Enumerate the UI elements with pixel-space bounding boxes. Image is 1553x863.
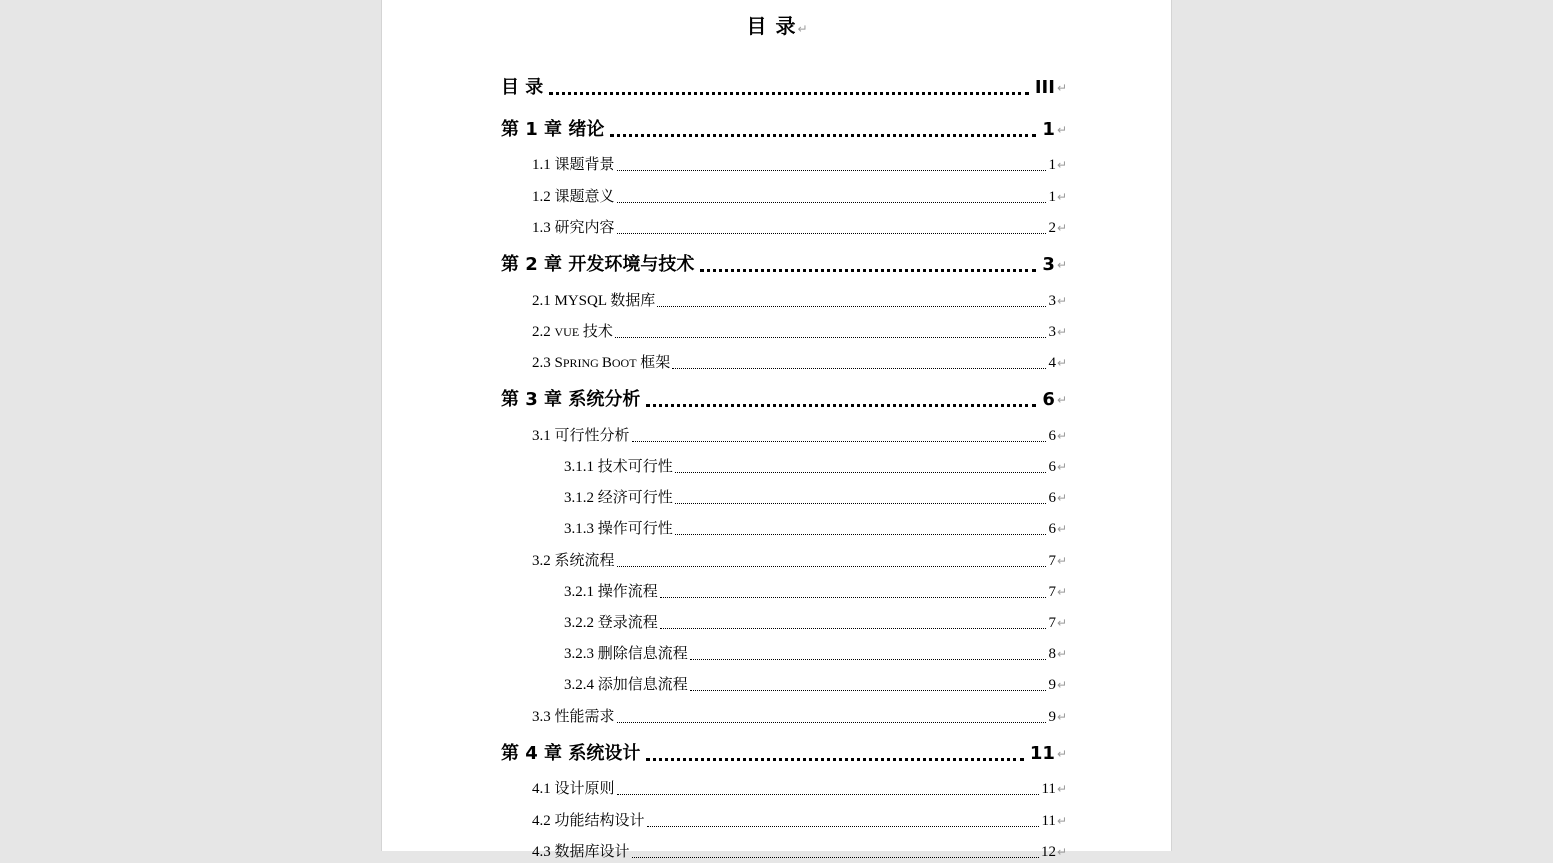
toc-page-number: 7	[1048, 584, 1056, 600]
toc-dot-leader	[615, 337, 1047, 338]
toc-page-number: 9	[1048, 677, 1056, 693]
toc-dot-leader	[617, 170, 1047, 171]
toc-entry[interactable]	[501, 741, 1067, 767]
toc-entry-label: 第 2 章 开发环境与技术	[501, 254, 695, 275]
toc-page-number: 3	[1048, 293, 1056, 309]
toc-entry[interactable]	[532, 217, 1067, 239]
toc-entry-label: 第 4 章 系统设计	[501, 743, 641, 764]
paragraph-mark-icon: ↵	[1056, 710, 1067, 724]
toc-page-number: 6	[1048, 459, 1056, 475]
toc-entry[interactable]	[564, 674, 1067, 696]
toc-heading-text: 目 录	[746, 14, 797, 38]
toc-entry-label: 4.2 功能结构设计	[532, 813, 645, 829]
toc-dot-leader	[632, 857, 1039, 858]
toc-entry-label: 2.2 VUE 技术	[532, 324, 613, 340]
toc-dot-leader	[660, 628, 1047, 629]
toc-dot-leader	[549, 92, 1029, 95]
toc-dot-leader	[617, 202, 1047, 203]
paragraph-mark-icon: ↵	[1056, 554, 1067, 568]
toc-entry[interactable]	[532, 352, 1067, 374]
toc-entry-label: 4.3 数据库设计	[532, 844, 630, 860]
paragraph-mark-icon: ↵	[797, 22, 809, 36]
toc-entry[interactable]	[501, 387, 1067, 413]
toc-dot-leader	[617, 233, 1047, 234]
toc-dot-leader	[690, 659, 1047, 660]
paragraph-mark-icon: ↵	[1056, 190, 1067, 204]
paragraph-mark-icon: ↵	[1056, 325, 1067, 339]
toc-page-number: 7	[1048, 615, 1056, 631]
paragraph-mark-icon: ↵	[1056, 814, 1067, 828]
paragraph-mark-icon: ↵	[1056, 356, 1067, 370]
toc-page-number: 6	[1048, 490, 1056, 506]
toc-page-number: 6	[1048, 428, 1056, 444]
toc-dot-leader	[647, 826, 1040, 827]
toc-entry[interactable]	[532, 186, 1067, 208]
toc-page-number: 7	[1048, 553, 1056, 569]
paragraph-mark-icon: ↵	[1056, 491, 1067, 505]
toc-page-number: 12	[1040, 844, 1056, 860]
toc-dot-leader	[632, 441, 1047, 442]
toc-page-number: 1	[1048, 189, 1056, 205]
toc-entry[interactable]	[501, 75, 1067, 101]
toc-entry[interactable]	[532, 810, 1067, 832]
toc-dot-leader	[610, 134, 1036, 137]
document-page[interactable]	[381, 0, 1172, 860]
toc-entry[interactable]	[532, 321, 1067, 343]
toc-entry[interactable]	[532, 706, 1067, 728]
paragraph-mark-icon: ↵	[1056, 585, 1067, 599]
toc-dot-leader	[675, 472, 1047, 473]
toc-entry-label: 1.3 研究内容	[532, 220, 615, 236]
toc-page-number: 8	[1048, 646, 1056, 662]
toc-entry[interactable]	[532, 290, 1067, 312]
toc-entry-label: 目 录	[501, 77, 544, 98]
toc-page-number: 11	[1041, 781, 1056, 797]
toc-entry[interactable]	[564, 643, 1067, 665]
toc-entry-label: 2.1 MYSQL 数据库	[532, 293, 656, 309]
paragraph-mark-icon: ↵	[1056, 393, 1067, 407]
toc-page-number: 11	[1029, 743, 1055, 764]
paragraph-mark-icon: ↵	[1056, 158, 1067, 172]
toc-entry-label: 3.2.3 删除信息流程	[564, 646, 688, 662]
paragraph-mark-icon: ↵	[1056, 294, 1067, 308]
toc-entry[interactable]	[501, 117, 1067, 143]
toc-entry[interactable]	[532, 778, 1067, 800]
toc-dot-leader	[646, 758, 1024, 761]
toc-entry-label: 2.3 SPRING BOOT 框架	[532, 355, 671, 371]
paragraph-mark-icon: ↵	[1056, 616, 1067, 630]
toc-page-number: 1	[1048, 157, 1056, 173]
paragraph-mark-icon: ↵	[1056, 81, 1067, 95]
toc-dot-leader	[690, 690, 1047, 691]
toc-entry-label: 3.1.3 操作可行性	[564, 521, 673, 537]
toc-entry-label: 3.3 性能需求	[532, 709, 615, 725]
toc-entry-label: 3.2.2 登录流程	[564, 615, 658, 631]
toc-entry[interactable]	[501, 252, 1067, 278]
toc-dot-leader	[657, 306, 1046, 307]
toc-page-number: 9	[1048, 709, 1056, 725]
toc-entry[interactable]	[564, 518, 1067, 540]
toc-entry-label: 1.1 课题背景	[532, 157, 615, 173]
toc-entry-label: 3.2 系统流程	[532, 553, 615, 569]
toc-entry-label: 第 3 章 系统分析	[501, 389, 641, 410]
toc-page-number: 11	[1041, 813, 1056, 829]
paragraph-mark-icon: ↵	[1056, 429, 1067, 443]
toc-dot-leader	[617, 566, 1047, 567]
toc-dot-leader	[675, 534, 1047, 535]
toc-entry-label: 3.2.4 添加信息流程	[564, 677, 688, 693]
paragraph-mark-icon: ↵	[1056, 258, 1067, 272]
paragraph-mark-icon: ↵	[1056, 647, 1067, 661]
toc-page-number: 3	[1042, 254, 1055, 275]
paragraph-mark-icon: ↵	[1056, 221, 1067, 235]
toc-heading	[382, 12, 1173, 43]
toc-entry[interactable]	[564, 487, 1067, 509]
paragraph-mark-icon: ↵	[1056, 123, 1067, 137]
paragraph-mark-icon: ↵	[1056, 678, 1067, 692]
toc-entry-label: 3.1 可行性分析	[532, 428, 630, 444]
toc-entry-label: 第 1 章 绪论	[501, 119, 605, 140]
toc-entry-label: 4.1 设计原则	[532, 781, 615, 797]
paragraph-mark-icon: ↵	[1056, 460, 1067, 474]
toc-page-number: 6	[1048, 521, 1056, 537]
paragraph-mark-icon: ↵	[1056, 845, 1067, 859]
paragraph-mark-icon: ↵	[1056, 522, 1067, 536]
toc-entry[interactable]	[564, 456, 1067, 478]
toc-dot-leader	[646, 404, 1036, 407]
toc-page-number: 1	[1042, 119, 1055, 140]
toc-entry[interactable]	[532, 154, 1067, 176]
toc-page-number: 6	[1042, 389, 1055, 410]
toc-dot-leader	[675, 503, 1047, 504]
toc-page-number: 3	[1048, 324, 1056, 340]
toc-entry[interactable]	[564, 581, 1067, 603]
toc-entry[interactable]	[564, 612, 1067, 634]
toc-dot-leader	[617, 794, 1040, 795]
toc-entry-label: 3.1.1 技术可行性	[564, 459, 673, 475]
toc-dot-leader	[660, 597, 1047, 598]
toc-entry[interactable]	[532, 841, 1067, 863]
toc-dot-leader	[672, 368, 1046, 369]
toc-entry-label: 1.2 课题意义	[532, 189, 615, 205]
toc-page-number: III	[1034, 77, 1055, 98]
toc-dot-leader	[617, 722, 1047, 723]
paragraph-mark-icon: ↵	[1056, 747, 1067, 761]
toc-entry[interactable]	[532, 550, 1067, 572]
toc-dot-leader	[700, 269, 1036, 272]
toc-page-number: 2	[1048, 220, 1056, 236]
toc-entry-label: 3.2.1 操作流程	[564, 584, 658, 600]
toc-page-number: 4	[1048, 355, 1056, 371]
toc-entry-label: 3.1.2 经济可行性	[564, 490, 673, 506]
paragraph-mark-icon: ↵	[1056, 782, 1067, 796]
toc-entry[interactable]	[532, 425, 1067, 447]
